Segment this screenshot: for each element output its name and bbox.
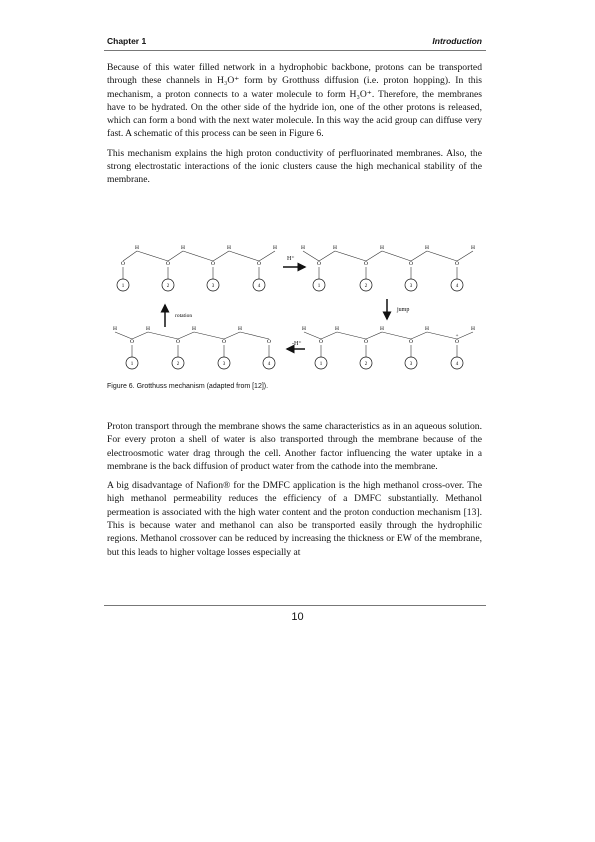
oxygen-atom: O	[364, 261, 368, 267]
page-number: 10	[291, 611, 304, 623]
bond-line	[178, 332, 194, 339]
node-number: 1	[317, 284, 321, 289]
bond-line	[335, 251, 366, 261]
bond-line	[168, 251, 183, 261]
oxygen-atom: O	[409, 339, 413, 345]
hydrogen-atom: H	[181, 245, 185, 251]
bond-line	[337, 332, 366, 339]
paragraph: A big disadvantage of Nafion® for the DMFC application is the high methanol cross-over. The high methanol permeability reduces the efficiency of a DMFC substantially. Methanol permeation is associated with the high water content and the proton conduction mechanism [13]. This is because water and methanol can also be transported easily through the hydrophilic regions. Methanol crossover can be reduced by increasing the thickness or EW of the membrane, but this leads to higher voltage losses especially at	[107, 480, 482, 558]
text-block-bottom	[107, 420, 482, 565]
hydrogen-atom: H	[113, 326, 117, 332]
bond-line	[382, 251, 411, 261]
oxygen-atom: O	[176, 339, 180, 345]
oxygen-atom: O	[317, 261, 321, 267]
node-number: 3	[409, 284, 413, 289]
hydrogen-atom: H	[425, 326, 429, 332]
hydrogen-atom: H	[302, 326, 306, 332]
section-label: Introduction	[432, 36, 482, 46]
bond-line	[457, 251, 473, 261]
remove-proton-label: -H⁺	[292, 341, 302, 347]
oxygen-atom: O	[130, 339, 134, 345]
grotthuss-figure	[107, 237, 487, 377]
hydrogen-atom: H	[238, 326, 242, 332]
node-number: 4	[455, 284, 459, 289]
paragraph: Proton transport through the membrane shows the same characteristics as in an aqueous solution. For every proton a shell of water is also transported through the membrane because of the electroosmotic water drag through the cell. Another factor influencing the water uptake in a membrane is the back diffusion of product water from the cathode into the membrane.	[107, 421, 482, 472]
bond-line	[382, 332, 411, 339]
bond-line	[366, 332, 382, 339]
jump-label: jump	[397, 307, 410, 313]
oxygen-atom: O	[267, 339, 271, 345]
bond-line	[411, 251, 427, 261]
bond-line	[183, 251, 213, 261]
bond-line	[321, 332, 337, 339]
hydrogen-atom: H	[335, 326, 339, 332]
node-number: 2	[364, 362, 368, 367]
oxygen-atom: O	[121, 261, 125, 267]
rotation-label: rotation	[175, 313, 193, 319]
hydrogen-atom: H	[471, 245, 475, 251]
node-number: 1	[121, 284, 125, 289]
oxygen-atom: O	[364, 339, 368, 345]
node-number: 4	[267, 362, 271, 367]
bond-line	[366, 251, 382, 261]
figure-caption: Figure 6. Grotthuss mechanism (adapted from [12]).	[107, 383, 269, 390]
node-number: 1	[130, 362, 134, 367]
bond-line	[304, 332, 321, 339]
hydrogen-atom: H	[301, 245, 305, 251]
bond-line	[137, 251, 168, 261]
oxygen-atom: O	[319, 339, 323, 345]
node-number: 4	[455, 362, 459, 367]
bond-line	[240, 332, 269, 339]
oxygen-atom: O	[455, 339, 459, 345]
bond-line	[411, 332, 427, 339]
header-rule	[104, 50, 486, 51]
bond-line	[115, 332, 132, 339]
oxygen-atom: O	[455, 261, 459, 267]
paragraph: Because of this water filled network in a hydrophobic backbone, protons can be transported through these channels in H₃O⁺ form by Grotthuss diffusion (i.e. proton hopping). In this mechanism, a proton connects to a water molecule to form H₃O⁺. Therefore, the membranes have to be hydrated. On the other side of the hydride ion, one of the other protons is released, which can form a bond with the next water molecule. In this way the acid group can diffuse very fast. A schematic of this process can be seen in Figure 6.	[107, 62, 482, 140]
hydrogen-atom: H	[380, 245, 384, 251]
bond-line	[427, 332, 457, 339]
node-number: 3	[211, 284, 215, 289]
bond-line	[229, 251, 259, 261]
oxygen-atom: O	[166, 261, 170, 267]
hydrogen-atom: H	[146, 326, 150, 332]
bond-line	[259, 251, 275, 261]
bond-line	[319, 251, 335, 261]
hydrogen-atom: H	[380, 326, 384, 332]
oxygen-atom: O	[222, 339, 226, 345]
footer-rule	[104, 605, 486, 606]
oxygen-atom: O	[257, 261, 261, 267]
bond-line	[224, 332, 240, 339]
node-number: 2	[176, 362, 180, 367]
bond-line	[132, 332, 148, 339]
bond-line	[427, 251, 457, 261]
add-proton-label: H⁺	[287, 256, 295, 262]
charge-plus: +	[455, 334, 459, 339]
hydrogen-atom: H	[471, 326, 475, 332]
node-number: 4	[257, 284, 261, 289]
chapter-label: Chapter 1	[107, 36, 147, 46]
hydrogen-atom: H	[192, 326, 196, 332]
oxygen-atom: O	[409, 261, 413, 267]
text-block-top	[107, 61, 482, 193]
hydrogen-atom: H	[273, 245, 277, 251]
bond-line	[148, 332, 178, 339]
running-header	[107, 34, 482, 48]
node-number: 1	[319, 362, 323, 367]
bond-line	[457, 332, 473, 339]
hydrogen-atom: H	[333, 245, 337, 251]
node-number: 2	[166, 284, 170, 289]
hydrogen-atom: H	[425, 245, 429, 251]
hydrogen-atom: H	[227, 245, 231, 251]
bond-line	[194, 332, 224, 339]
bond-line	[213, 251, 229, 261]
bond-line	[123, 251, 137, 261]
paragraph: This mechanism explains the high proton conductivity of perfluorinated membranes. Also, the strong electrostatic interactions of the ionic clusters cause the high mechanical stability of the membrane.	[107, 147, 482, 186]
hydrogen-atom: H	[135, 245, 139, 251]
oxygen-atom: O	[211, 261, 215, 267]
node-number: 3	[222, 362, 226, 367]
node-number: 2	[364, 284, 368, 289]
bond-line	[303, 251, 319, 261]
node-number: 3	[409, 362, 413, 367]
